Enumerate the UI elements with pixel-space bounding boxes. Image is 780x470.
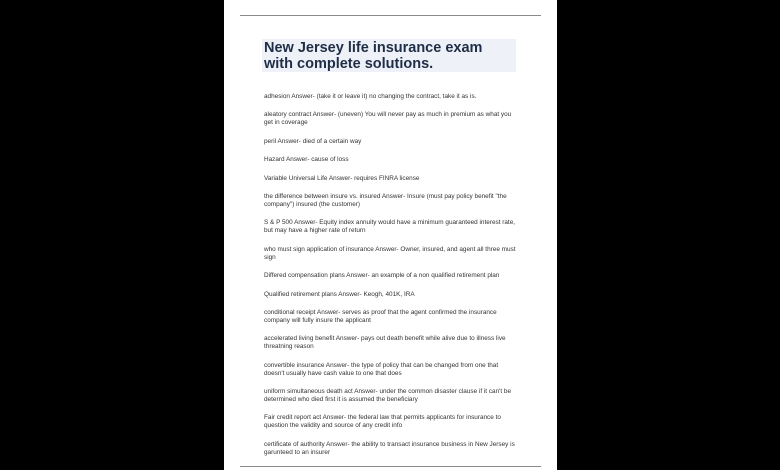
qa-item: aleatory contract Answer- (uneven) You will never pay as much in premium as what you get in coverage — [264, 111, 512, 127]
qa-item: S & P 500 Answer- Equity index annuity would have a minimum guaranteed interest rate, but may have a higher rate of return — [264, 219, 516, 235]
qa-item: certificate of authority Answer- the ability to transact insurance business in New Jersey is garunteed to an insurer — [264, 440, 515, 456]
qa-item: the difference between insure vs. insured Answer- Insure (must pay policy benefit "the company") insured (the customer) — [264, 192, 507, 208]
footer-rule — [240, 466, 541, 467]
document-page — [224, 0, 557, 470]
qa-list — [264, 93, 518, 467]
qa-item: conditional receipt Answer- serves as proof that the agent confirmed the insurance company will fully insure the applicant — [264, 308, 497, 324]
header-rule — [240, 15, 541, 16]
qa-item: Variable Universal Life Answer- requires FINRA license — [264, 174, 420, 182]
qa-item: Fair credit report act Answer- the federal law that permits applicants for insurance to question the validity and source of any credit info — [264, 414, 501, 430]
qa-item: Hazard Answer- cause of loss — [264, 156, 349, 164]
document-title: New Jersey life insurance exam with complete solutions. — [264, 40, 483, 72]
qa-item: Differed compensation plans Answer- an example of a non qualified retirement plan — [264, 272, 500, 280]
qa-item: Qualified retirement plans Answer- Keogh, 401K, IRA — [264, 290, 415, 298]
qa-item: convertible insurance Answer- the type of policy that can be changed from one that doesn't usually have cash value to one that does — [264, 361, 499, 377]
qa-item: who must sign application of insurance Answer- Owner, insured, and agent all three must sign — [264, 245, 516, 261]
qa-item: uniform simultaneous death act Answer- under the common disaster clause if it can't be determined who died first it is assumed the beneficiary — [264, 388, 512, 404]
qa-item: adhesion Answer- (take it or leave it) no changing the contract, take it as is. — [264, 93, 477, 100]
qa-item: accelerated living benefit Answer- pays out death benefit while alive due to illness live threatning reason — [264, 335, 506, 351]
qa-item: peril Answer- died of a certain way — [264, 137, 362, 145]
